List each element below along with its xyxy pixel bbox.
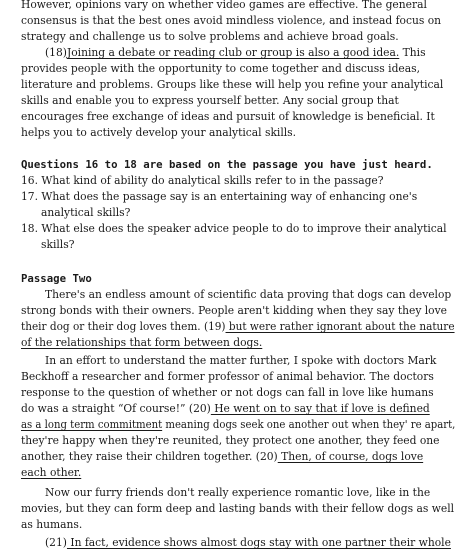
text-line: strong bonds with their owners. People aren't kidding when they say they love	[21, 304, 447, 317]
text-line: skills and enable you to express yourself better. Any social group that	[21, 94, 399, 107]
underlined-answer: of the relationships that form between dogs.	[21, 336, 263, 349]
question-17-cont: analytical skills?	[41, 206, 131, 219]
text-line: literature and problems. Groups like these will help you refine your analytical	[21, 78, 444, 91]
text-line	[45, 536, 451, 550]
underlined-answer: In fact, evidence shows almost dogs stay with one partner their whole	[66, 536, 451, 549]
question-18-cont: skills?	[41, 238, 75, 251]
text-line: However, opinions vary on whether video games are effective. The general	[21, 0, 427, 11]
text-fragment: meaning dogs seek one another out when they' re apart,	[162, 418, 456, 431]
text-line: helps you to actively develop your analytical skills.	[21, 126, 297, 139]
text-line	[21, 320, 455, 334]
underlined-answer: but were rather ignorant about the nature	[225, 320, 455, 333]
question-17: 17. What does the passage say is an entertaining way of enhancing one's	[21, 190, 418, 203]
text-line	[21, 450, 423, 464]
passage-two-heading: Passage Two	[21, 272, 92, 285]
text-line: consensus is that the best ones avoid mindless violence, and instead focus on	[21, 14, 442, 27]
underlined-answer: as a long term commitment	[21, 418, 163, 431]
text-fragment: another, they raise their children together. (20)	[21, 450, 278, 463]
underlined-answer: Then, of course, dogs love	[277, 450, 424, 463]
text-line: In an effort to understand the matter further, I spoke with doctors Mark	[45, 354, 437, 367]
underlined-answer: Joining a debate or reading club or group is also a good idea.	[66, 46, 400, 59]
marker-18: (18)	[45, 46, 67, 59]
text-line: Beckhoff a researcher and former professor of animal behavior. The doctors	[21, 370, 434, 383]
text-line	[21, 336, 262, 350]
text-line: Now our furry friends don't really experience romantic love, like in the	[45, 486, 431, 499]
text-line	[21, 418, 455, 432]
text-line: response to the question of whether or not dogs can fall in love like humans	[21, 386, 434, 399]
underlined-answer: He went on to say that if love is defined	[210, 402, 430, 415]
text-line: provides people with the opportunity to come together and discuss ideas,	[21, 62, 421, 75]
question-16: 16. What kind of ability do analytical skills refer to in the passage?	[21, 174, 384, 187]
text-fragment: This	[399, 46, 426, 59]
text-line	[45, 46, 426, 60]
text-fragment: (21)	[45, 536, 67, 549]
text-line: strategy and challenge us to solve problems and achieve broad goals.	[21, 30, 399, 43]
text-line: movies, but they can form deep and lasting bands with their fellow dogs as well	[21, 502, 455, 515]
text-fragment: do was a straight “Of course!” (20)	[21, 402, 211, 415]
text-line: as humans.	[21, 518, 83, 531]
questions-heading: Questions 16 to 18 are based on the passage you have just heard.	[21, 158, 433, 171]
text-line: they're happy when they're reunited, they protect one another, they feed one	[21, 434, 440, 447]
question-18: 18. What else does the speaker advice people to do to improve their analytical	[21, 222, 447, 235]
text-line: encourages free exchange of ideas and pursuit of knowledge is beneficial. It	[21, 110, 435, 123]
underlined-answer: each other.	[21, 466, 82, 479]
text-line	[21, 466, 81, 480]
text-line	[21, 402, 430, 416]
text-line: There's an endless amount of scientific data proving that dogs can develop	[45, 288, 452, 301]
text-fragment: their dog or their dog loves them. (19)	[21, 320, 226, 333]
